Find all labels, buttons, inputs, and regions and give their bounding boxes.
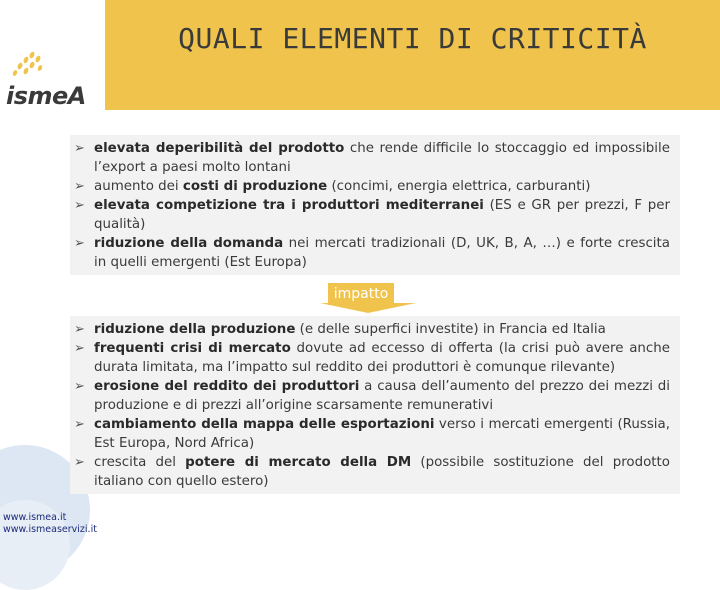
list-item — [74, 415, 670, 453]
arrow-bullet-icon: ➢ — [74, 379, 85, 394]
item-bold: elevata competizione tra i produttori mediterranei — [94, 198, 484, 213]
item-text: nei mercati tradizionali (D, UK, B, A, …) e forte crescita in quelli emergenti (Est Europa) — [94, 236, 670, 270]
item-text: a causa dell’aumento del prezzo dei mezzi di produzione e di prezzi all’origine scarsamente remunerativi — [94, 379, 671, 413]
list-item — [74, 453, 670, 491]
arrow-bullet-icon: ➢ — [74, 179, 85, 194]
item-bold: costi di produzione — [182, 179, 328, 194]
item-text: verso i mercati emergenti (Russia, Est Europa, Nord Africa) — [94, 417, 670, 451]
item-text: (ES e GR per prezzi, F per qualità) — [94, 198, 671, 232]
list-item — [74, 320, 670, 339]
ismea-logo — [4, 50, 99, 108]
item-pre: aumento dei — [94, 179, 183, 194]
arrow-bullet-icon: ➢ — [74, 141, 85, 156]
criticality-list-panel — [70, 135, 680, 275]
footer-links — [3, 512, 97, 536]
arrow-bullet-icon: ➢ — [74, 322, 85, 337]
item-pre: crescita del — [94, 455, 186, 470]
grain-logo-icon — [10, 50, 50, 84]
list-item — [74, 377, 670, 415]
list-item — [74, 139, 670, 177]
impatto-label: impatto — [328, 283, 394, 305]
list-item — [74, 234, 670, 272]
arrow-bullet-icon: ➢ — [74, 341, 85, 356]
impact-list — [70, 316, 680, 491]
arrow-bullet-icon: ➢ — [74, 417, 85, 432]
header-banner — [105, 0, 720, 110]
item-bold: erosione del reddito dei produttori — [94, 379, 360, 394]
impact-list-panel — [70, 316, 680, 494]
criticality-list — [70, 135, 680, 272]
impatto-arrow — [320, 283, 416, 313]
item-bold: riduzione della domanda — [94, 236, 284, 251]
logo-text: ismeA — [6, 82, 86, 110]
item-text: (e delle superfici investite) in Francia ed Italia — [295, 322, 606, 337]
item-text: (concimi, energia elettrica, carburanti) — [327, 179, 591, 194]
page-title: QUALI ELEMENTI DI CRITICITÀ — [178, 22, 647, 55]
item-bold: potere di mercato della DM — [185, 455, 412, 470]
arrow-bullet-icon: ➢ — [74, 198, 85, 213]
item-bold: elevata deperibilità del prodotto — [94, 141, 345, 156]
link-ismeaservizi[interactable]: www.ismeaservizi.it — [3, 524, 97, 535]
list-item — [74, 177, 670, 196]
list-item — [74, 339, 670, 377]
list-item — [74, 196, 670, 234]
item-text: dovute ad eccesso di offerta (la crisi può avere anche durata limitata, ma l’impatto sul reddito dei produttori è comunque rilevante) — [94, 341, 670, 375]
item-bold: cambiamento della mappa delle esportazioni — [94, 417, 435, 432]
item-bold: riduzione della produzione — [94, 322, 296, 337]
item-text: che rende difficile lo stoccaggio ed impossibile l’export a paesi molto lontani — [94, 141, 670, 175]
item-bold: frequenti crisi di mercato — [94, 341, 291, 356]
arrow-bullet-icon: ➢ — [74, 236, 85, 251]
arrow-bullet-icon: ➢ — [74, 455, 85, 470]
link-ismea[interactable]: www.ismea.it — [3, 512, 67, 523]
item-text: (possibile sostituzione del prodotto italiano con quello estero) — [94, 455, 670, 489]
